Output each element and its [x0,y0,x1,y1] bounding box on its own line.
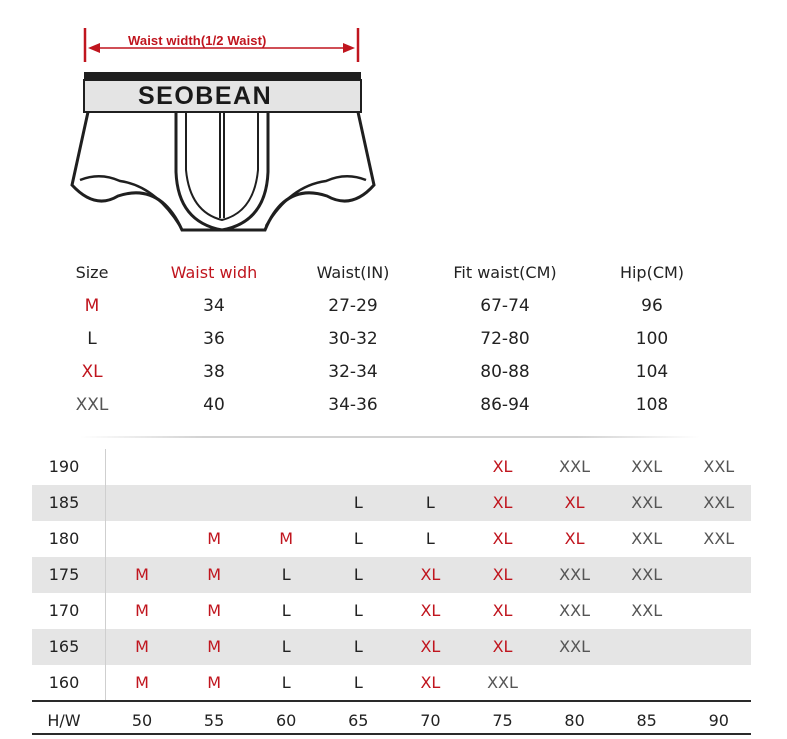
grid-row-height-175 [32,557,751,593]
fit-waist-value: 86-94 [480,395,530,415]
weight-label: 70 [420,711,441,730]
size-row-xxl [0,390,787,420]
weight-label: 60 [276,711,297,730]
weight-label: 55 [203,711,225,730]
size-cell: L [281,637,291,656]
size-cell: XXL [559,637,591,656]
size-cell: XL [420,565,441,584]
grid-vertical-divider [105,449,106,700]
grid-row-height-180 [32,521,751,557]
footer-top-rule [32,700,751,702]
briefs-body-shape [72,112,374,230]
size-cell: M [135,601,149,620]
height-label: 180 [48,529,80,548]
footer-bottom-rule [32,733,751,735]
size-cell: XL [492,637,513,656]
size-cell: L [281,601,291,620]
size-cell: L [353,565,363,584]
height-label: 165 [48,637,80,656]
waist-width-value: 34 [203,296,225,316]
size-cell: XXL [559,457,591,476]
waist-width-label: Waist width(1/2 Waist) [128,33,267,48]
size-cell [683,593,755,629]
size-cell: XL [420,673,441,692]
size-cell [106,449,178,485]
size-cell: XL [492,565,513,584]
size-cell: XXL [631,601,663,620]
height-label: 160 [48,673,80,692]
size-cell: XL [492,493,513,512]
size-cell: L [425,493,435,512]
fit-waist-value: 67-74 [480,296,530,316]
size-cell: M [207,601,221,620]
size-cell [322,449,394,485]
size-cell [683,629,755,665]
size-cell: XL [420,637,441,656]
size-cell [683,665,755,701]
size-cell: M [207,637,221,656]
size-cell: M [207,529,221,548]
section-divider [80,436,700,438]
size-cell: L [353,673,363,692]
hip-value: 100 [635,329,669,349]
size-cell: M [135,565,149,584]
size-cell [178,449,250,485]
size-row-xl [0,357,787,387]
grid-row-height-190 [32,449,751,485]
height-label: 175 [48,565,80,584]
size-cell: M [207,673,221,692]
height-weight-size-grid [32,449,751,736]
header-waist-in: Waist(IN) [316,263,390,282]
size-cell: XXL [631,493,663,512]
weight-label: 80 [564,711,585,730]
size-cell: XXL [703,493,735,512]
weight-label: 75 [492,711,513,730]
height-label: 170 [48,601,80,620]
grid-row-height-160 [32,665,751,701]
size-cell: M [279,529,294,548]
size-cell [611,665,683,701]
size-label: XL [81,362,103,382]
height-label: 185 [48,493,80,512]
size-cell: M [207,565,221,584]
size-cell [178,485,250,521]
size-cell: XXL [559,601,591,620]
size-cell: XXL [487,673,518,692]
size-cell: XL [492,457,513,476]
brand-logo-text: SEOBEAN [138,82,273,110]
weight-label: 65 [348,711,369,730]
weight-label: 90 [708,711,729,730]
size-cell: XXL [631,565,663,584]
waist-in-value: 32-34 [328,362,378,382]
size-cell: L [353,637,363,656]
fit-waist-value: 72-80 [480,329,530,349]
grid-row-height-165 [32,629,751,665]
size-label: M [84,296,100,316]
size-label: XXL [75,395,109,415]
size-row-l [0,324,787,354]
size-cell: M [135,673,149,692]
size-cell: M [135,637,149,656]
size-cell [683,557,755,593]
size-table-header [0,258,787,288]
waist-width-value: 38 [203,362,225,382]
hip-value: 104 [635,362,669,382]
hip-value: 96 [641,296,663,316]
size-cell [611,629,683,665]
size-cell: XL [492,601,513,620]
size-cell: L [281,565,291,584]
size-cell [539,665,611,701]
size-cell: L [353,601,363,620]
weight-label: 50 [131,711,153,730]
size-cell: L [425,529,435,548]
size-cell: XL [492,529,513,548]
waist-width-value: 36 [203,329,225,349]
underwear-illustration [0,0,787,255]
header-size: Size [75,263,109,282]
height-weight-corner-label: H/W [47,711,81,730]
waist-width-value: 40 [203,395,225,415]
size-cell [106,485,178,521]
size-cell: XXL [559,565,591,584]
size-cell: XXL [703,457,735,476]
header-fit-waist-cm: Fit waist(CM) [453,263,557,282]
waist-in-value: 34-36 [328,395,378,415]
size-cell: L [353,529,363,548]
grid-row-height-185 [32,485,751,521]
hip-value: 108 [635,395,669,415]
briefs-drawing [0,0,787,255]
height-label: 190 [48,457,80,476]
waist-in-value: 27-29 [328,296,378,316]
waist-in-value: 30-32 [328,329,378,349]
size-cell: XL [564,529,585,548]
size-cell: XXL [631,457,663,476]
size-row-m [0,291,787,321]
size-cell: XXL [631,529,663,548]
header-waist-width: Waist widh [170,263,258,282]
size-cell [250,485,322,521]
size-cell: L [281,673,291,692]
size-cell [394,449,466,485]
size-cell: XXL [703,529,735,548]
size-cell: XL [564,493,585,512]
size-cell [250,449,322,485]
fit-waist-value: 80-88 [480,362,530,382]
header-hip-cm: Hip(CM) [619,263,685,282]
weight-label: 85 [636,711,657,730]
size-label: L [87,329,97,349]
size-cell: XL [420,601,441,620]
size-cell: L [353,493,363,512]
grid-row-height-170 [32,593,751,629]
size-cell [106,521,178,557]
